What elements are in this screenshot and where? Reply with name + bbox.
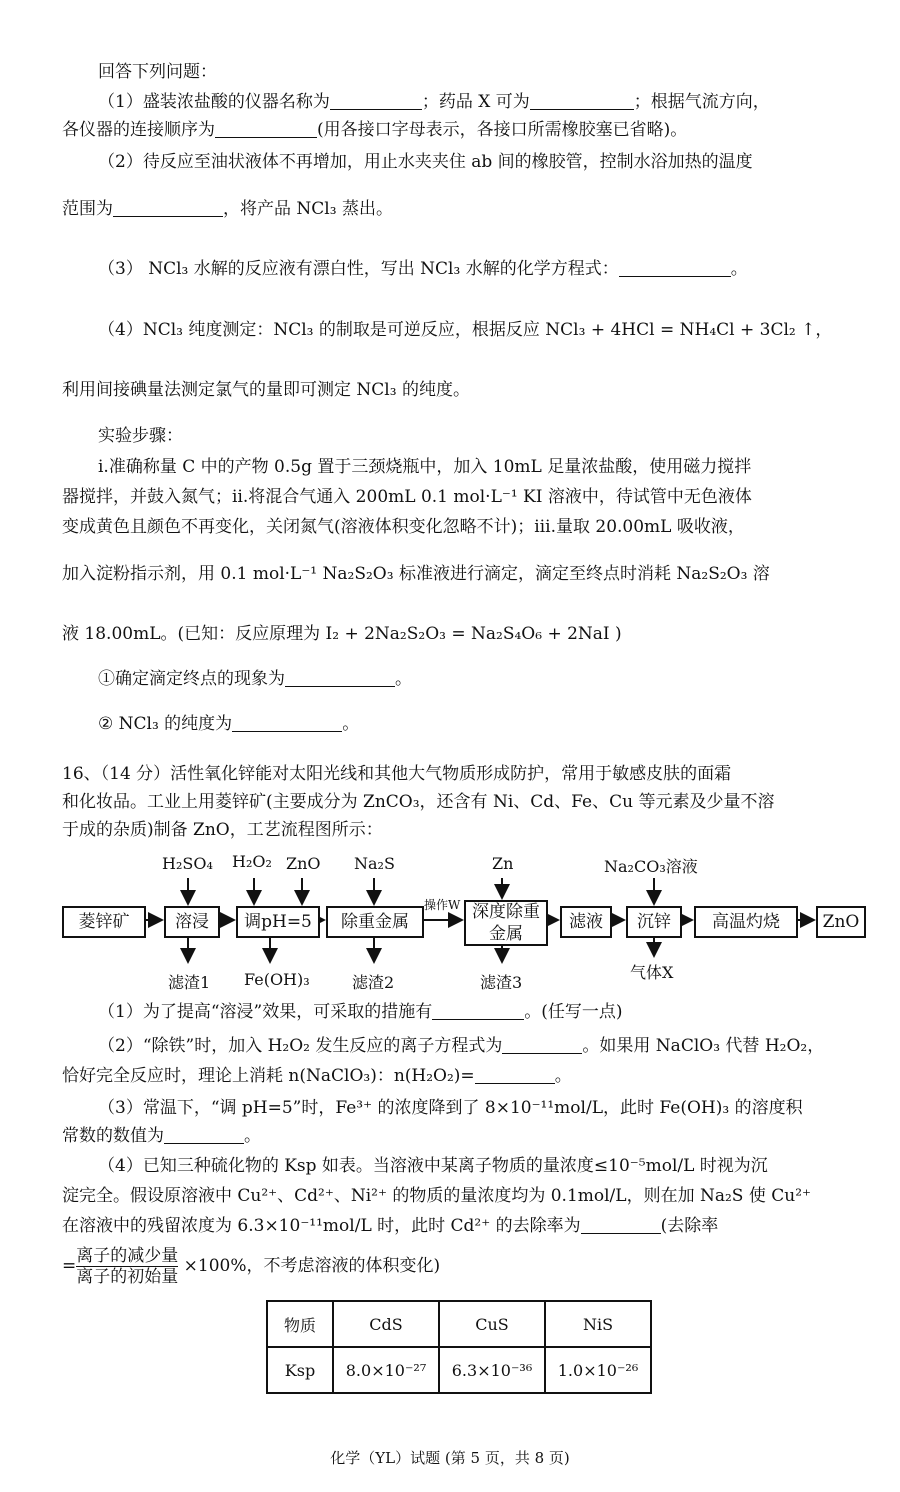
- q16-part1: （1）为了提高“溶浸”效果，可采取的措施有 。(任写一点): [98, 1002, 623, 1022]
- answer-blank[interactable]: [530, 93, 634, 110]
- box-deep-remove: 深度除重金属: [464, 900, 548, 946]
- answer-blank[interactable]: [330, 93, 422, 110]
- answer-blank[interactable]: [232, 715, 342, 732]
- answer-blank[interactable]: [285, 670, 395, 687]
- q15-sub2: ② NCl₃ 的纯度为 。: [98, 714, 360, 734]
- table-row: [267, 1347, 651, 1393]
- box-ore: 菱锌矿: [62, 906, 146, 938]
- answer-blank[interactable]: [215, 121, 317, 138]
- table-header-cell: CuS: [439, 1301, 545, 1347]
- q16-part4-line1: （4）已知三种硫化物的 Ksp 如表。当溶液中某离子物质的量浓度≤10⁻⁵mol/L 时视为沉: [98, 1156, 768, 1176]
- page-footer: 化学（YL）试题 (第 5 页，共 8 页): [330, 1449, 570, 1467]
- reagent-h2o2: H₂O₂: [232, 852, 272, 871]
- q15-part3: （3） NCl₃ 水解的反应液有漂白性，写出 NCl₃ 水解的化学方程式： 。: [98, 259, 748, 279]
- q16-part2-line2: 恰好完全反应时，理论上消耗 n(NaClO₃)：n(H₂O₂)= 。: [62, 1066, 572, 1086]
- box-precipitate-zinc: 沉锌: [626, 906, 682, 938]
- table-row: [267, 1301, 651, 1347]
- ksp-table: [266, 1300, 652, 1394]
- q16-part3-line1: （3）常温下，“调 pH=5”时，Fe³⁺ 的浓度降到了 8×10⁻¹¹mol/L，此时 Fe(OH)₃ 的溶度积: [98, 1098, 803, 1118]
- q15-part2-line2: 范围为 ，将产品 NCl₃ 蒸出。: [62, 199, 393, 219]
- answer-blank[interactable]: [502, 1037, 582, 1054]
- reagent-zn: Zn: [492, 854, 514, 873]
- reagent-zno: ZnO: [286, 854, 321, 873]
- table-header-cell: CdS: [333, 1301, 439, 1347]
- table-cell: 1.0×10⁻²⁶: [545, 1347, 651, 1393]
- q16-part3-line2: 常数的数值为 。: [62, 1126, 261, 1146]
- q16-part4-line2: 淀完全。假设原溶液中 Cu²⁺、Cd²⁺、Ni²⁺ 的物质的量浓度均为 0.1mol/L，则在加 Na₂S 使 Cu²⁺: [62, 1186, 812, 1206]
- step-line: 变成黄色且颜色不再变化，关闭氮气(溶液体积变化忽略不计)；ⅲ.量取 20.00mL 吸收液，: [62, 517, 745, 537]
- q15-sub1: ①确定滴定终点的现象为 。: [98, 669, 412, 689]
- reagent-na2s: Na₂S: [354, 854, 395, 873]
- steps-title: 实验步骤：: [98, 426, 183, 446]
- q15-part4-line2: 利用间接碘量法测定氯气的量即可测定 NCl₃ 的纯度。: [62, 380, 470, 400]
- q15-part1-line1: （1）盛装浓盐酸的仪器名称为 ；药品 X 可为 ；根据气流方向，: [98, 92, 770, 112]
- table-cell: 8.0×10⁻²⁷: [333, 1347, 439, 1393]
- answer-blank[interactable]: [619, 260, 731, 277]
- q16-line: 和化妆品。工业上用菱锌矿(主要成分为 ZnCO₃，还含有 Ni、Cd、Fe、Cu 等元素及少量不溶: [62, 792, 775, 812]
- reagent-h2so4: H₂SO₄: [162, 854, 213, 873]
- process-flowchart: [58, 848, 878, 998]
- q16-removal-rate-formula: = $\frac{\text{离子的减少量}}{\text{离子的初始量}}$ ×100%，不考虑溶液的体积变化): [62, 1246, 441, 1287]
- answer-blank[interactable]: [164, 1127, 244, 1144]
- fraction: $\frac{\text{离子的减少量}}{\text{离子的初始量}}$: [76, 1246, 179, 1287]
- step-line: 加入淀粉指示剂，用 0.1 mol·L⁻¹ Na₂S₂O₃ 标准液进行滴定，滴定至终点时消耗 Na₂S₂O₃ 溶: [62, 564, 770, 584]
- q15-part4-line1: （4）NCl₃ 纯度测定：NCl₃ 的制取是可逆反应，根据反应 NCl₃ + 4HCl = NH₄Cl + 3Cl₂ ↑，: [98, 320, 833, 340]
- step-line: 器搅拌，并鼓入氮气；ⅱ.将混合气通入 200mL 0.1 mol·L⁻¹ KI 溶液中，待试管中无色液体: [62, 487, 752, 507]
- table-cell: Ksp: [267, 1347, 333, 1393]
- q15-part1-line2: 各仪器的连接顺序为 (用各接口字母表示，各接口所需橡胶塞已省略)。: [62, 120, 688, 140]
- step-line: ⅰ.准确称量 C 中的产物 0.5g 置于三颈烧瓶中，加入 10mL 足量浓盐酸，使用磁力搅拌: [98, 457, 752, 477]
- operation-w: 操作W: [424, 898, 461, 912]
- gas-x: 气体X: [630, 963, 674, 982]
- table-header-cell: 物质: [267, 1301, 333, 1347]
- residue-2: 滤渣2: [352, 973, 395, 992]
- box-leach: 溶浸: [164, 906, 220, 938]
- product-fe-oh3: Fe(OH)₃: [244, 970, 310, 989]
- residue-1: 滤渣1: [168, 973, 211, 992]
- answer-blank[interactable]: [475, 1067, 555, 1084]
- box-filtrate: 滤液: [560, 906, 612, 938]
- table-header-cell: NiS: [545, 1301, 651, 1347]
- q16-heading: 16、（14 分）活性氧化锌能对太阳光线和其他大气物质形成防护，常用于敏感皮肤的面霜: [62, 764, 732, 784]
- q16-part2-line1: （2）“除铁”时，加入 H₂O₂ 发生反应的离子方程式为 。如果用 NaClO₃ 代替 H₂O₂，: [98, 1036, 825, 1056]
- q16-part4-line3: 在溶液中的残留浓度为 6.3×10⁻¹¹mol/L 时，此时 Cd²⁺ 的去除率为 (去除率: [62, 1216, 719, 1236]
- box-zno: ZnO: [816, 906, 866, 938]
- reagent-na2co3: Na₂CO₃溶液: [604, 857, 698, 876]
- box-adjust-ph: 调pH=5: [236, 906, 320, 938]
- q15-intro: 回答下列问题：: [98, 62, 217, 82]
- step-line: 液 18.00mL。(已知：反应原理为 I₂ + 2Na₂S₂O₃ = Na₂S₄O₆ + 2NaI ): [62, 624, 622, 644]
- answer-blank[interactable]: [432, 1003, 524, 1020]
- residue-3: 滤渣3: [480, 973, 523, 992]
- answer-blank[interactable]: [113, 200, 223, 217]
- table-cell: 6.3×10⁻³⁶: [439, 1347, 545, 1393]
- answer-blank[interactable]: [581, 1217, 661, 1234]
- box-calcine: 高温灼烧: [694, 906, 798, 938]
- q15-part2-line1: （2）待反应至油状液体不再增加，用止水夹夹住 ab 间的橡胶管，控制水浴加热的温度: [98, 152, 753, 172]
- box-remove-heavy-metal: 除重金属: [326, 906, 424, 938]
- q16-line: 于成的杂质)制备 ZnO，工艺流程图所示：: [62, 820, 383, 840]
